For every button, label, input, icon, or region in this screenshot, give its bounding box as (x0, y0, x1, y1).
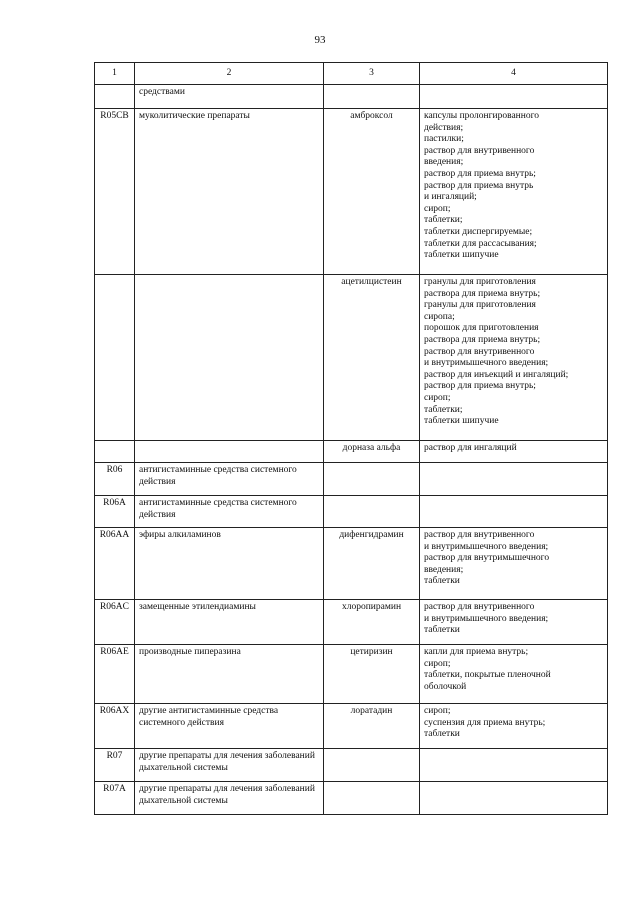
table-row (95, 600, 608, 645)
group-name: муколитические препараты (135, 109, 324, 275)
substance-name (324, 496, 420, 528)
dosage-form: сироп; (424, 658, 451, 669)
dosage-form: оболочкой (424, 681, 467, 692)
dosage-forms (420, 645, 608, 704)
dosage-form: действия; (424, 122, 464, 133)
dosage-form: сироп; (424, 392, 451, 403)
dosage-form: суспензия для приема внутрь; (424, 717, 546, 728)
substance-name (324, 782, 420, 815)
atc-code: R06A (95, 496, 135, 528)
dosage-form: капсулы пролонгированного (424, 111, 539, 121)
table-row (95, 85, 608, 109)
dosage-form: таблетки (424, 576, 460, 587)
dosage-form: сироп; (424, 706, 451, 716)
dosage-form: и внутримышечного введения; (424, 613, 549, 624)
dosage-form: раствора для приема внутрь; (424, 288, 541, 299)
group-name: замещенные этилендиамины (135, 600, 324, 645)
table-row (95, 109, 608, 275)
dosage-form: пастилки; (424, 134, 464, 145)
group-name: другие препараты для лечения заболеваний дыхательной системы (135, 782, 324, 815)
table-row (95, 528, 608, 600)
dosage-form: сиропа; (424, 311, 455, 322)
group-name: эфиры алкиламинов (135, 528, 324, 600)
dosage-form: гранулы для приготовления (424, 277, 536, 287)
group-name (135, 275, 324, 441)
table-row (95, 704, 608, 749)
atc-code (95, 275, 135, 441)
dosage-form: таблетки (424, 625, 460, 636)
dosage-form: раствор для внутривенного (424, 530, 535, 540)
atc-code (95, 85, 135, 109)
drug-table (94, 62, 608, 815)
dosage-forms (420, 782, 608, 815)
dosage-form: раствор для внутривенного (424, 145, 535, 156)
group-name: производные пиперазина (135, 645, 324, 704)
substance-name: хлоропирамин (324, 600, 420, 645)
table-header-row (95, 63, 608, 85)
dosage-forms (420, 600, 608, 645)
dosage-forms (420, 496, 608, 528)
dosage-form: порошок для приготовления (424, 323, 539, 334)
atc-code: R07 (95, 749, 135, 782)
dosage-form: и внутримышечного введения; (424, 541, 549, 552)
table-row (95, 463, 608, 496)
group-name (135, 441, 324, 463)
group-name: антигистаминные средства системного действия (135, 463, 324, 496)
substance-name: цетиризин (324, 645, 420, 704)
substance-name: ацетилцистеин (324, 275, 420, 441)
dosage-form: и ингаляций; (424, 192, 477, 203)
dosage-form: раствор для приема внутрь (424, 180, 534, 191)
substance-name (324, 463, 420, 496)
dosage-form: таблетки шипучие (424, 416, 499, 427)
group-name: антигистаминные средства системного действия (135, 496, 324, 528)
atc-code: R05CB (95, 109, 135, 275)
substance-name: дифенгидрамин (324, 528, 420, 600)
atc-code: R06AA (95, 528, 135, 600)
header-cell-2: 2 (135, 63, 324, 85)
dosage-form: таблетки (424, 729, 460, 740)
table-row (95, 749, 608, 782)
dosage-form: таблетки; (424, 215, 463, 226)
atc-code: R06AX (95, 704, 135, 749)
substance-name: дорназа альфа (324, 441, 420, 463)
dosage-form: таблетки диспергируемые; (424, 226, 533, 237)
dosage-form: раствора для приема внутрь; (424, 334, 541, 345)
header-cell-4: 4 (420, 63, 608, 85)
atc-code (95, 441, 135, 463)
substance-name: лоратадин (324, 704, 420, 749)
dosage-forms (420, 441, 608, 463)
table-row (95, 441, 608, 463)
dosage-form: таблетки; (424, 404, 463, 415)
dosage-form: раствор для приема внутрь; (424, 381, 536, 392)
atc-code: R06AC (95, 600, 135, 645)
dosage-form: гранулы для приготовления (424, 300, 536, 311)
group-name: другие антигистаминные средства системного действия (135, 704, 324, 749)
atc-code: R07A (95, 782, 135, 815)
atc-code: R06AE (95, 645, 135, 704)
dosage-form: сироп; (424, 203, 451, 214)
dosage-forms (420, 749, 608, 782)
group-name: средствами (135, 85, 324, 109)
page-number: 93 (314, 34, 326, 46)
substance-name (324, 85, 420, 109)
dosage-forms (420, 463, 608, 496)
dosage-form: введения; (424, 157, 464, 168)
header-cell-3: 3 (324, 63, 420, 85)
dosage-form: раствор для инъекций и ингаляций; (424, 369, 569, 380)
dosage-form: раствор для внутримышечного (424, 553, 550, 564)
dosage-form: раствор для внутривенного (424, 602, 535, 612)
table-row (95, 275, 608, 441)
substance-name: амброксол (324, 109, 420, 275)
group-name: другие препараты для лечения заболеваний дыхательной системы (135, 749, 324, 782)
dosage-forms (420, 704, 608, 749)
dosage-forms (420, 85, 608, 109)
dosage-forms (420, 528, 608, 600)
substance-name (324, 749, 420, 782)
dosage-form: таблетки, покрытые пленочной (424, 670, 551, 681)
table-row (95, 645, 608, 704)
header-cell-1: 1 (95, 63, 135, 85)
dosage-form: раствор для приема внутрь; (424, 168, 536, 179)
dosage-form: раствор для ингаляций (424, 443, 517, 453)
table-row (95, 782, 608, 815)
dosage-form: капли для приема внутрь; (424, 647, 529, 657)
atc-code: R06 (95, 463, 135, 496)
dosage-form: введения; (424, 564, 464, 575)
table-row (95, 496, 608, 528)
dosage-form: таблетки для рассасывания; (424, 238, 537, 249)
dosage-form: и внутримышечного введения; (424, 358, 549, 369)
dosage-forms (420, 275, 608, 441)
dosage-form: таблетки шипучие (424, 250, 499, 261)
dosage-forms (420, 109, 608, 275)
dosage-form: раствор для внутривенного (424, 346, 535, 357)
